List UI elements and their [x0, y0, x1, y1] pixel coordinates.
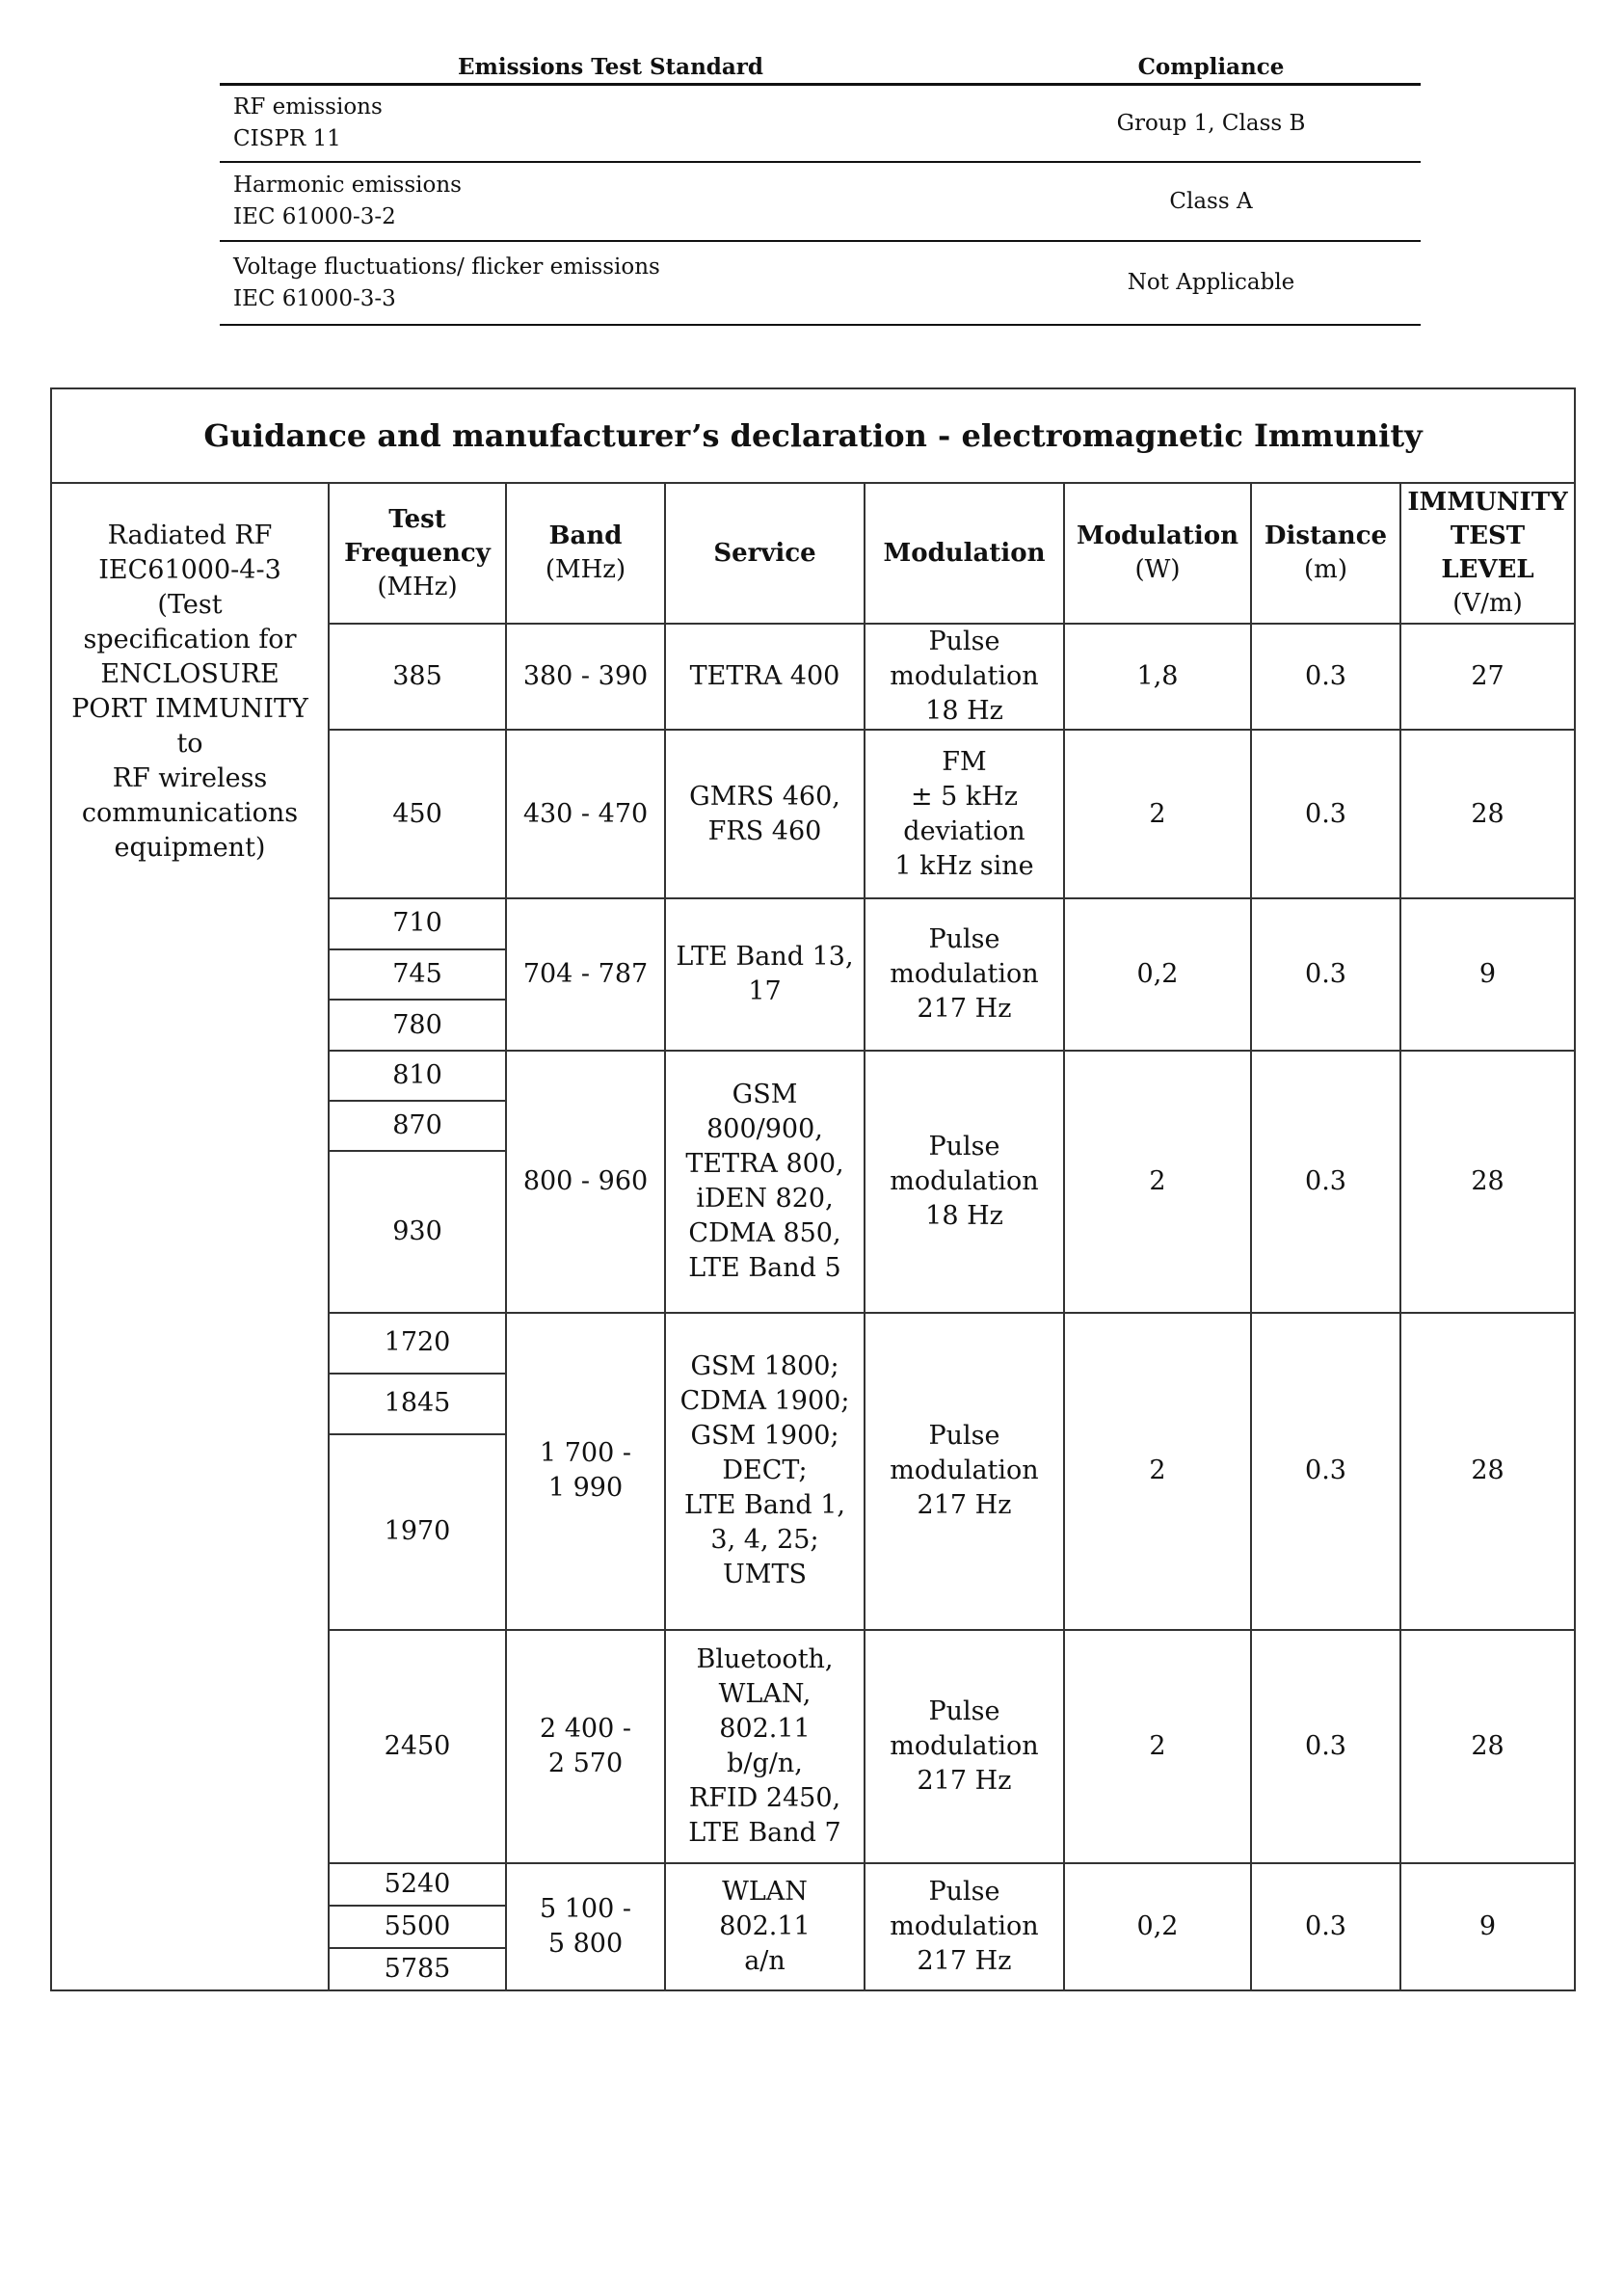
emissions-standard-code: CISPR 11 [233, 126, 341, 151]
service-line: LTE Band 5 [688, 1252, 841, 1283]
header-power [1064, 483, 1251, 624]
power-cell: 1,8 [1064, 624, 1251, 730]
test-frequency-cell: 5240 [329, 1863, 506, 1906]
radiated-rf-label-line: (Test [157, 590, 223, 620]
test-frequency-cell: 1970 [329, 1434, 506, 1630]
header-power-label: Modulation [1076, 521, 1239, 550]
header-band [506, 483, 665, 624]
emissions-standard-name: Harmonic emissions [233, 173, 462, 198]
service-line: a/n [744, 1945, 785, 1976]
service-cell [665, 898, 865, 1051]
modulation-line: 217 Hz [917, 1765, 1012, 1796]
service-line: GMRS 460, [689, 781, 840, 812]
modulation-line: modulation [890, 1910, 1039, 1941]
modulation-line: 18 Hz [925, 1200, 1003, 1231]
immunity-level-cell: 28 [1400, 1630, 1575, 1863]
radiated-rf-label-line: specification for [83, 625, 297, 654]
power-cell: 0,2 [1064, 898, 1251, 1051]
emissions-row [220, 85, 1421, 163]
service-line: CDMA 1900; [679, 1386, 850, 1417]
header-service-label: Service [713, 538, 816, 568]
header-band-unit: (MHz) [545, 555, 626, 584]
service-line: WLAN, [718, 1678, 812, 1709]
band-line: 430 - 470 [522, 798, 649, 829]
emissions-standard-cell [220, 241, 1001, 325]
modulation-line: Pulse [928, 1876, 1000, 1907]
power-cell: 2 [1064, 1630, 1251, 1863]
emissions-table [220, 50, 1421, 326]
service-cell [665, 1863, 865, 1990]
header-freq-label: Test [388, 504, 446, 534]
band-line: 1 700 - [539, 1438, 631, 1469]
immunity-title-row [51, 388, 1575, 483]
band-cell [506, 730, 665, 898]
header-level-label: LEVEL [1441, 555, 1534, 584]
test-frequency-cell: 810 [329, 1051, 506, 1101]
header-distance-label: Distance [1264, 521, 1388, 550]
radiated-rf-label-line: equipment) [114, 833, 266, 863]
service-line: 3, 4, 25; [710, 1525, 819, 1556]
modulation-cell [865, 898, 1064, 1051]
radiated-rf-label-line: to [176, 729, 203, 759]
test-frequency-cell: 450 [329, 730, 506, 898]
radiated-rf-label-line: ENCLOSURE [100, 659, 280, 689]
radiated-rf-label-line: RF wireless [112, 763, 268, 793]
service-cell [665, 1051, 865, 1313]
emissions-standard-name: RF emissions [233, 94, 383, 120]
service-line: 17 [748, 975, 782, 1006]
header-modulation-label: Modulation [883, 538, 1046, 568]
band-line: 2 400 - [539, 1713, 631, 1744]
service-line: WLAN [722, 1876, 808, 1907]
test-frequency-cell: 710 [329, 898, 506, 949]
immunity-level-cell: 27 [1400, 624, 1575, 730]
header-service [665, 483, 865, 624]
service-line: GSM [732, 1079, 798, 1109]
emissions-standard-code: IEC 61000-3-2 [233, 204, 396, 229]
modulation-line: Pulse [928, 1695, 1000, 1726]
band-line: 2 570 [547, 1748, 624, 1778]
modulation-line: 217 Hz [917, 1945, 1012, 1976]
header-power-unit: (W) [1134, 555, 1181, 584]
modulation-cell [865, 1863, 1064, 1990]
power-cell: 2 [1064, 1051, 1251, 1313]
modulation-line: modulation [890, 958, 1039, 989]
service-line: TETRA 400 [689, 661, 840, 691]
band-line: 5 100 - [539, 1893, 631, 1924]
modulation-line: 217 Hz [917, 993, 1012, 1024]
test-frequency-cell: 780 [329, 1000, 506, 1051]
service-line: GSM 1900; [690, 1421, 839, 1452]
immunity-header-row [51, 483, 1575, 624]
band-line: 1 990 [547, 1473, 624, 1504]
distance-cell: 0.3 [1251, 1313, 1400, 1630]
test-frequency-cell: 930 [329, 1151, 506, 1313]
test-frequency-cell: 5500 [329, 1906, 506, 1948]
radiated-rf-label-line: Radiated RF [107, 521, 273, 550]
modulation-line: modulation [890, 661, 1039, 691]
service-line: LTE Band 13, [676, 941, 854, 972]
modulation-cell [865, 1313, 1064, 1630]
band-line: 704 - 787 [522, 958, 649, 989]
service-line: FRS 460 [707, 815, 822, 846]
service-line: b/g/n, [727, 1748, 803, 1778]
band-cell [506, 1313, 665, 1630]
immunity-table [50, 387, 1576, 1991]
header-distance-unit: (m) [1304, 555, 1347, 584]
service-line: TETRA 800, [685, 1148, 844, 1179]
immunity-level-cell: 28 [1400, 730, 1575, 898]
service-cell [665, 730, 865, 898]
power-cell: 2 [1064, 730, 1251, 898]
modulation-line: Pulse [928, 923, 1000, 954]
distance-cell: 0.3 [1251, 898, 1400, 1051]
modulation-line: Pulse [928, 1131, 1000, 1161]
emissions-header-row [220, 50, 1421, 85]
service-line: RFID 2450, [688, 1782, 841, 1813]
emissions-standard-header: Emissions Test Standard [220, 50, 1001, 85]
distance-cell: 0.3 [1251, 624, 1400, 730]
band-line: 800 - 960 [522, 1165, 649, 1196]
emissions-row [220, 241, 1421, 325]
immunity-level-cell: 28 [1400, 1313, 1575, 1630]
radiated-rf-label-line: PORT IMMUNITY [71, 694, 308, 724]
service-cell [665, 1630, 865, 1863]
test-frequency-cell: 385 [329, 624, 506, 730]
immunity-level-cell: 9 [1400, 898, 1575, 1051]
power-cell: 2 [1064, 1313, 1251, 1630]
immunity-level-cell: 28 [1400, 1051, 1575, 1313]
immunity-level-cell: 9 [1400, 1863, 1575, 1990]
test-frequency-cell: 1720 [329, 1313, 506, 1374]
distance-cell: 0.3 [1251, 1863, 1400, 1990]
test-frequency-cell: 745 [329, 949, 506, 1001]
emissions-compliance-cell: Not Applicable [1001, 241, 1421, 325]
service-line: LTE Band 1, [684, 1490, 845, 1521]
band-line: 380 - 390 [522, 661, 649, 691]
header-freq-unit: (MHz) [377, 572, 458, 601]
band-cell [506, 898, 665, 1051]
modulation-line: Pulse [928, 627, 1000, 656]
modulation-line: 18 Hz [925, 696, 1003, 726]
distance-cell: 0.3 [1251, 730, 1400, 898]
header-distance [1251, 483, 1400, 624]
distance-cell: 0.3 [1251, 1630, 1400, 1863]
modulation-cell [865, 1051, 1064, 1313]
modulation-cell [865, 624, 1064, 730]
service-line: 802.11 [719, 1713, 811, 1744]
header-freq-label: Frequency [344, 538, 491, 568]
radiated-rf-label [51, 483, 329, 1990]
test-frequency-cell: 1845 [329, 1374, 506, 1434]
radiated-rf-label-line: IEC61000-4-3 [98, 555, 281, 585]
test-frequency-cell: 2450 [329, 1630, 506, 1863]
band-line: 5 800 [547, 1928, 624, 1959]
immunity-title: Guidance and manufacturer’s declaration - electromagnetic Immunity [51, 388, 1575, 483]
modulation-line: 217 Hz [917, 1490, 1012, 1521]
modulation-line: modulation [890, 1165, 1039, 1196]
modulation-line: FM [942, 746, 987, 777]
test-frequency-cell: 5785 [329, 1948, 506, 1990]
emissions-standard-name: Voltage fluctuations/ flicker emissions [233, 254, 660, 280]
modulation-line: modulation [890, 1455, 1039, 1486]
header-level [1400, 483, 1575, 624]
modulation-line: ± 5 kHz [910, 781, 1019, 812]
modulation-cell [865, 730, 1064, 898]
service-line: CDMA 850, [688, 1217, 841, 1248]
radiated-rf-label-line: communications [81, 798, 299, 828]
distance-cell: 0.3 [1251, 1051, 1400, 1313]
service-line: 802.11 [719, 1910, 811, 1941]
band-cell [506, 1630, 665, 1863]
header-band-label: Band [548, 521, 623, 550]
service-line: iDEN 820, [696, 1183, 834, 1214]
emissions-compliance-cell: Group 1, Class B [1001, 85, 1421, 163]
header-level-unit: (V/m) [1452, 589, 1523, 618]
band-cell [506, 1863, 665, 1990]
modulation-line: modulation [890, 1730, 1039, 1761]
service-line: GSM 1800; [690, 1351, 839, 1382]
emissions-standard-cell [220, 162, 1001, 241]
header-level-label: TEST [1450, 521, 1526, 550]
service-cell [665, 1313, 865, 1630]
band-cell [506, 624, 665, 730]
service-line: LTE Band 7 [688, 1817, 841, 1848]
emissions-row [220, 162, 1421, 241]
service-cell [665, 624, 865, 730]
service-line: DECT; [722, 1455, 808, 1486]
header-freq [329, 483, 506, 624]
emissions-standard-code: IEC 61000-3-3 [233, 285, 396, 311]
header-modulation [865, 483, 1064, 624]
modulation-line: deviation [903, 815, 1025, 846]
emissions-compliance-header: Compliance [1001, 50, 1421, 85]
service-line: UMTS [723, 1560, 807, 1590]
modulation-line: Pulse [928, 1421, 1000, 1452]
power-cell: 0,2 [1064, 1863, 1251, 1990]
service-line: 800/900, [706, 1113, 823, 1144]
emissions-compliance-cell: Class A [1001, 162, 1421, 241]
emissions-standard-cell [220, 85, 1001, 163]
modulation-cell [865, 1630, 1064, 1863]
test-frequency-cell: 870 [329, 1101, 506, 1151]
header-level-label: IMMUNITY [1407, 488, 1568, 517]
band-cell [506, 1051, 665, 1313]
modulation-line: 1 kHz sine [894, 850, 1034, 881]
service-line: Bluetooth, [696, 1643, 834, 1674]
